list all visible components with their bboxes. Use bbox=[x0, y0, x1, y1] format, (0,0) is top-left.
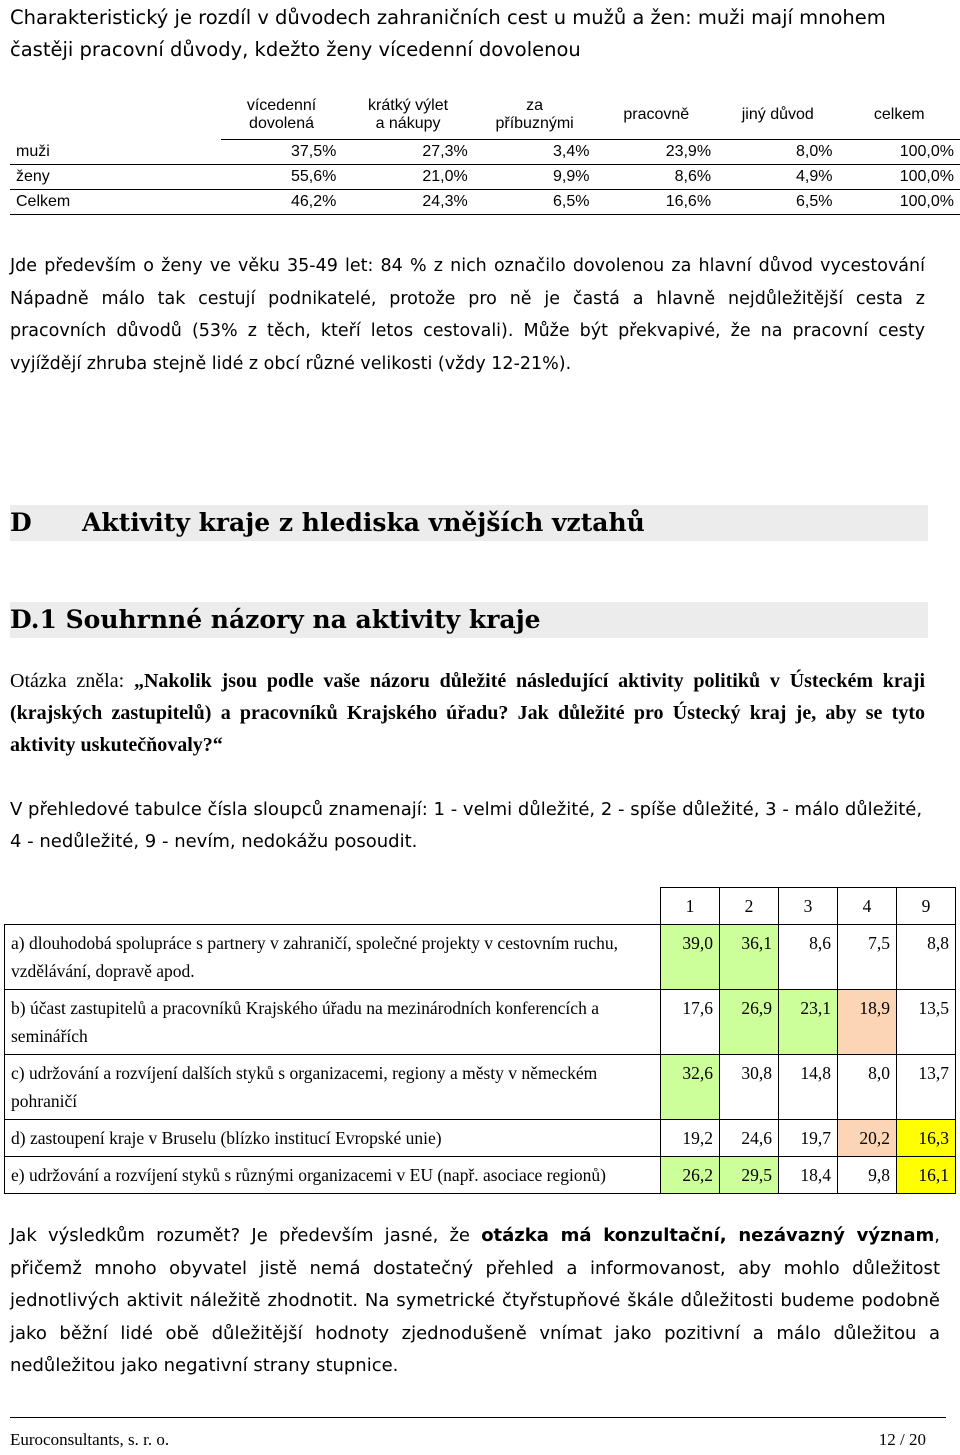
column-header: vícedenní dovolená bbox=[221, 91, 343, 140]
table-cell: 23,9% bbox=[595, 140, 717, 165]
column-header: 1 bbox=[661, 888, 720, 925]
table-cell: 29,5 bbox=[720, 1157, 779, 1194]
table-cell: 16,6% bbox=[595, 190, 717, 215]
table-cell: 55,6% bbox=[221, 165, 343, 190]
column-header: pracovně bbox=[595, 91, 717, 140]
table-cell: 8,0 bbox=[838, 1055, 897, 1120]
column-header: za příbuznými bbox=[474, 91, 596, 140]
table-cell: 16,1 bbox=[897, 1157, 956, 1194]
table-cell: 13,7 bbox=[897, 1055, 956, 1120]
section-heading-d bbox=[10, 505, 928, 541]
footer-page-number: 12 / 20 bbox=[878, 1430, 926, 1449]
section-letter: D bbox=[10, 508, 32, 537]
table-cell: 46,2% bbox=[221, 190, 343, 215]
footer-divider bbox=[10, 1417, 946, 1418]
table-cell: 18,4 bbox=[779, 1157, 838, 1194]
activity-label: d) zastoupení kraje v Bruselu (blízko institucí Evropské unie) bbox=[5, 1120, 661, 1157]
legend-text: V přehledové tabulce čísla sloupců znamenají: 1 - velmi důležité, 2 - spíše důležité, 3 - málo důležité, 4 - nedůležité, 9 - nevím, nedokážu posoudit. bbox=[10, 799, 923, 852]
table-cell: 8,6 bbox=[779, 925, 838, 990]
row-label: muži bbox=[10, 140, 221, 165]
table-row bbox=[10, 165, 960, 190]
table-cell: 9,8 bbox=[838, 1157, 897, 1194]
table-cell: 26,9 bbox=[720, 990, 779, 1055]
column-header: jiný důvod bbox=[717, 91, 838, 140]
table-row bbox=[5, 1120, 956, 1157]
header-empty-cell bbox=[5, 888, 661, 925]
table-cell: 37,5% bbox=[221, 140, 343, 165]
column-header: krátký výlet a nákupy bbox=[342, 91, 473, 140]
table-cell: 14,8 bbox=[779, 1055, 838, 1120]
activity-label: a) dlouhodobá spolupráce s partnery v zahraničí, společné projekty v cestovním ruchu, vzdělávání, dopravě apod. bbox=[5, 925, 661, 990]
table-cell: 4,9% bbox=[717, 165, 838, 190]
table-cell: 13,5 bbox=[897, 990, 956, 1055]
table-cell: 7,5 bbox=[838, 925, 897, 990]
table-cell: 100,0% bbox=[838, 165, 960, 190]
activity-table bbox=[4, 887, 956, 1194]
table-cell: 100,0% bbox=[838, 140, 960, 165]
interp-part2: , přičemž mnoho obyvatel jistě nemá dostatečný přehled a informovanost, aby mohlo důležitost jednotlivých aktivit náležitě zhodnotit. Na symetrické čtyřstupňové škále důležitosti budeme podobně jako běžní lidé obě důležitější hodnoty zjednodušeně vnímat jako pozitivní a málo důležitou a nedůležitou jako negativní strany stupnice. bbox=[10, 1225, 941, 1376]
table-cell: 8,0% bbox=[717, 140, 838, 165]
column-header: 9 bbox=[897, 888, 956, 925]
activity-label: b) účast zastupitelů a pracovníků Krajského úřadu na mezinárodních konferencích a seminářích bbox=[5, 990, 661, 1055]
table-cell: 9,9% bbox=[474, 165, 596, 190]
activity-label: c) udržování a rozvíjení dalších styků s organizacemi, regiony a městy v německém pohraničí bbox=[5, 1055, 661, 1120]
table-cell: 21,0% bbox=[342, 165, 473, 190]
table-cell: 32,6 bbox=[661, 1055, 720, 1120]
table-cell: 8,6% bbox=[595, 165, 717, 190]
table-cell: 23,1 bbox=[779, 990, 838, 1055]
table-cell: 24,6 bbox=[720, 1120, 779, 1157]
table-cell: 27,3% bbox=[342, 140, 473, 165]
row-label: Celkem bbox=[10, 190, 221, 215]
column-header: celkem bbox=[838, 91, 960, 140]
table-cell: 8,8 bbox=[897, 925, 956, 990]
subsection-heading-d1: D.1 Souhrnné názory na aktivity kraje bbox=[10, 602, 928, 638]
activity-label: e) udržování a rozvíjení styků s různými organizacemi v EU (např. asociace regionů) bbox=[5, 1157, 661, 1194]
table-cell: 20,2 bbox=[838, 1120, 897, 1157]
table-row bbox=[5, 1157, 956, 1194]
question-bold: „Nakolik jsou podle vaše názoru důležité následující aktivity politiků v Ústeckém kraji (krajských zastupitelů) a pracovníků Krajského úřadu? Jak důležité pro Ústecký kraj je, aby se tyto aktivity uskutečňovaly?“ bbox=[10, 670, 925, 756]
table-row bbox=[10, 190, 960, 215]
table-cell: 16,3 bbox=[897, 1120, 956, 1157]
table-row bbox=[5, 925, 956, 990]
table-cell: 36,1 bbox=[720, 925, 779, 990]
table-cell: 39,0 bbox=[661, 925, 720, 990]
table-cell: 6,5% bbox=[474, 190, 596, 215]
row-label: ženy bbox=[10, 165, 221, 190]
question-prefix: Otázka zněla: bbox=[10, 670, 134, 692]
interp-part1: Jak výsledkům rozumět? Je především jasné, že bbox=[10, 1225, 482, 1246]
table-cell: 26,2 bbox=[661, 1157, 720, 1194]
table-cell: 18,9 bbox=[838, 990, 897, 1055]
column-header: 4 bbox=[838, 888, 897, 925]
table-row bbox=[10, 140, 960, 165]
section-title: Aktivity kraje z hlediska vnějších vztahů bbox=[82, 508, 645, 537]
column-header: 2 bbox=[720, 888, 779, 925]
footer-company: Euroconsultants, s. r. o. bbox=[10, 1430, 170, 1449]
table-cell: 3,4% bbox=[474, 140, 596, 165]
table-cell: 6,5% bbox=[717, 190, 838, 215]
question-text bbox=[10, 665, 925, 761]
table-cell: 30,8 bbox=[720, 1055, 779, 1120]
header-empty-cell bbox=[10, 91, 221, 140]
table-cell: 19,7 bbox=[779, 1120, 838, 1157]
paragraph-interpretation bbox=[10, 1220, 940, 1383]
table-cell: 100,0% bbox=[838, 190, 960, 215]
table-row bbox=[5, 990, 956, 1055]
table-cell: 24,3% bbox=[342, 190, 473, 215]
table-row bbox=[5, 1055, 956, 1120]
paragraph-trips: Jde především o ženy ve věku 35-49 let: 84 % z nich označilo dovolenou za hlavní důvod vycestování Nápadně málo tak cestují podnikatelé, protože pro ně je častá a hlavně nejdůležitější cesta z pracovních důvodů (53% z těch, kteří letos cestovali). Může být překvapivé, že na pracovní cesty vyjíždějí zhruba stejně lidé z obcí různé velikosti (vždy 12-21%). bbox=[10, 256, 925, 374]
table-cell: 19,2 bbox=[661, 1120, 720, 1157]
column-header: 3 bbox=[779, 888, 838, 925]
interp-bold: otázka má konzultační, nezávazný význam bbox=[481, 1225, 935, 1246]
trip-reasons-table bbox=[10, 91, 960, 215]
intro-text: Charakteristický je rozdíl v důvodech zahraničních cest u mužů a žen: muži mají mnohem častěji pracovní důvody, kdežto ženy vícedenní dovolenou bbox=[10, 6, 886, 61]
table-cell: 17,6 bbox=[661, 990, 720, 1055]
